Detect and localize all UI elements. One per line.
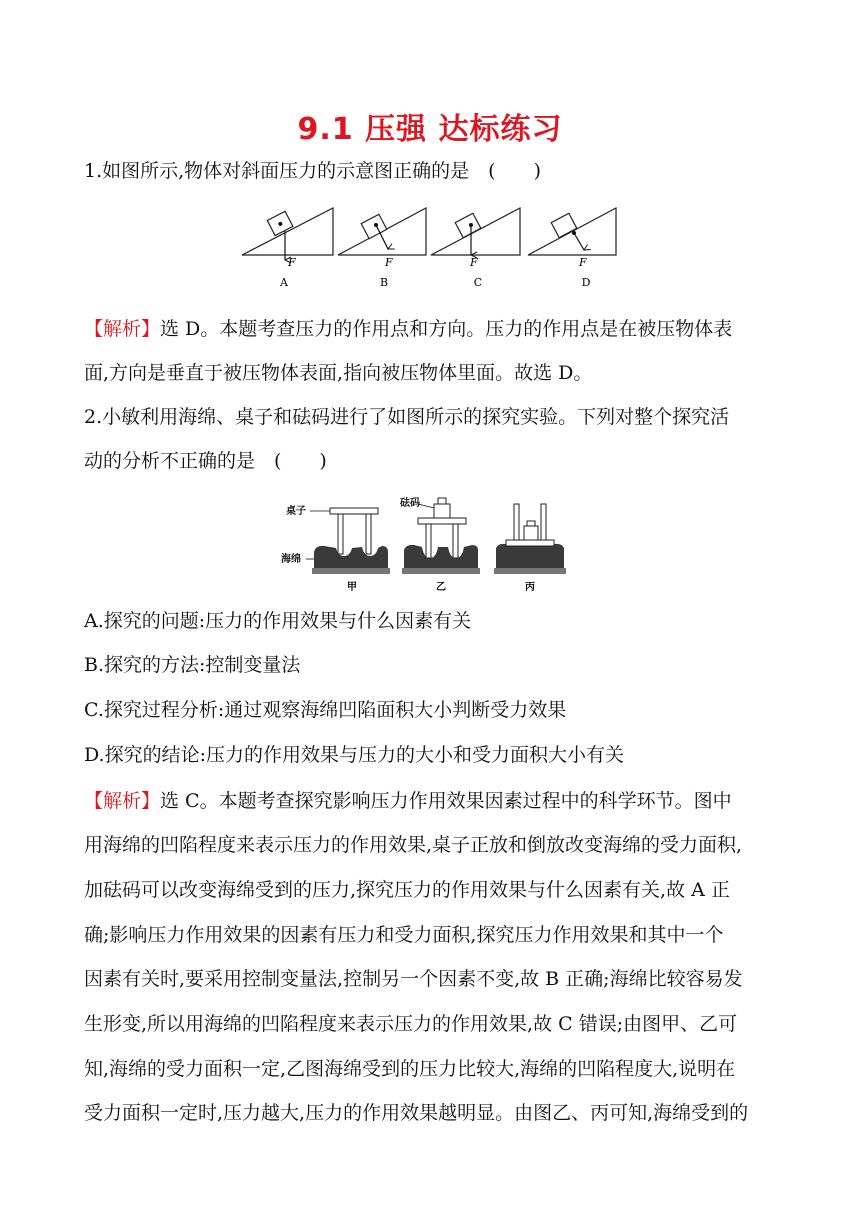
q2-analysis-line-1: 【解析】选 C。本题考查探究影响压力作用效果因素过程中的科学环节。图中 [84,790,732,812]
page-title: 9.1 压强 达标练习 [297,112,563,147]
q2-stem-line-2: 动的分析不正确的是 ( ) [84,450,327,472]
q2-analysis-line: 生形变,所以用海绵的凹陷程度来表示压力的作用效果,故 C 错误;由图甲、乙可 [84,1013,738,1035]
analysis-tag: 【解析】 [84,318,161,340]
q2-option-d: D.探究的结论:压力的作用效果与压力的大小和受力面积大小有关 [84,744,624,766]
option-d-diagram [528,208,616,289]
q2-analysis-line: 知,海绵的受力面积一定,乙图海绵受到的压力比较大,海绵的凹陷程度大,说明在 [84,1058,736,1080]
label-table: 桌子 [286,506,306,517]
q2-analysis-line: 加砝码可以改变海绵受到的压力,探究压力的作用效果与什么因素有关,故 A 正 [84,879,730,901]
option-c-diagram [431,208,520,289]
q1-analysis-line-2: 面,方向是垂直于被压物体表面,指向被压物体里面。故选 D。 [84,362,593,384]
panel-label: 乙 [436,582,446,593]
q2-analysis-line: 确;影响压力作用效果的因素有压力和受力面积,探究压力作用效果和其中一个 [84,924,724,946]
q2-analysis-line: 受力面积一定时,压力越大,压力的作用效果越明显。由图乙、丙可知,海绵受到的 [84,1102,749,1124]
panel-bing [494,504,566,593]
q2-analysis-line: 因素有关时,要采用控制变量法,控制另一个因素不变,故 B 正确;海绵比较容易发 [84,968,743,990]
q2-figure [278,490,588,594]
q2-stem-line-1: 2.小敏利用海绵、桌子和砝码进行了如图所示的探究实验。下列对整个探究活 [84,406,730,428]
label-sponge: 海绵 [281,554,301,565]
analysis-tag: 【解析】 [84,790,161,812]
force-label: F [288,256,296,269]
option-label: C [473,276,483,289]
label-weight: 砝码 [400,498,420,509]
panel-jia [312,508,390,593]
force-label: F [385,256,393,269]
q1-stem: 1.如图所示,物体对斜面压力的示意图正确的是 ( ) [84,160,541,182]
option-label: D [581,276,591,289]
q2-analysis-line: 用海绵的凹陷程度来表示压力的作用效果,桌子正放和倒放改变海绵的受力面积, [84,834,743,856]
panel-label: 甲 [347,582,357,593]
force-label: F [470,256,478,269]
panel-label: 丙 [525,582,535,593]
q2-option-a: A.探究的问题:压力的作用效果与什么因素有关 [84,610,472,632]
q1-figure [238,200,628,296]
option-label: B [379,276,389,289]
option-a-diagram [242,208,333,289]
q2-option-c: C.探究过程分析:通过观察海绵凹陷面积大小判断受力效果 [84,699,567,721]
q1-analysis-line-1: 【解析】选 D。本题考查压力的作用点和方向。压力的作用点是在被压物体表 [84,318,733,340]
option-b-diagram [338,208,426,289]
force-label: F [579,256,587,269]
option-label: A [280,276,288,289]
panel-yi [402,498,480,593]
q2-option-b: B.探究的方法:控制变量法 [84,654,301,676]
